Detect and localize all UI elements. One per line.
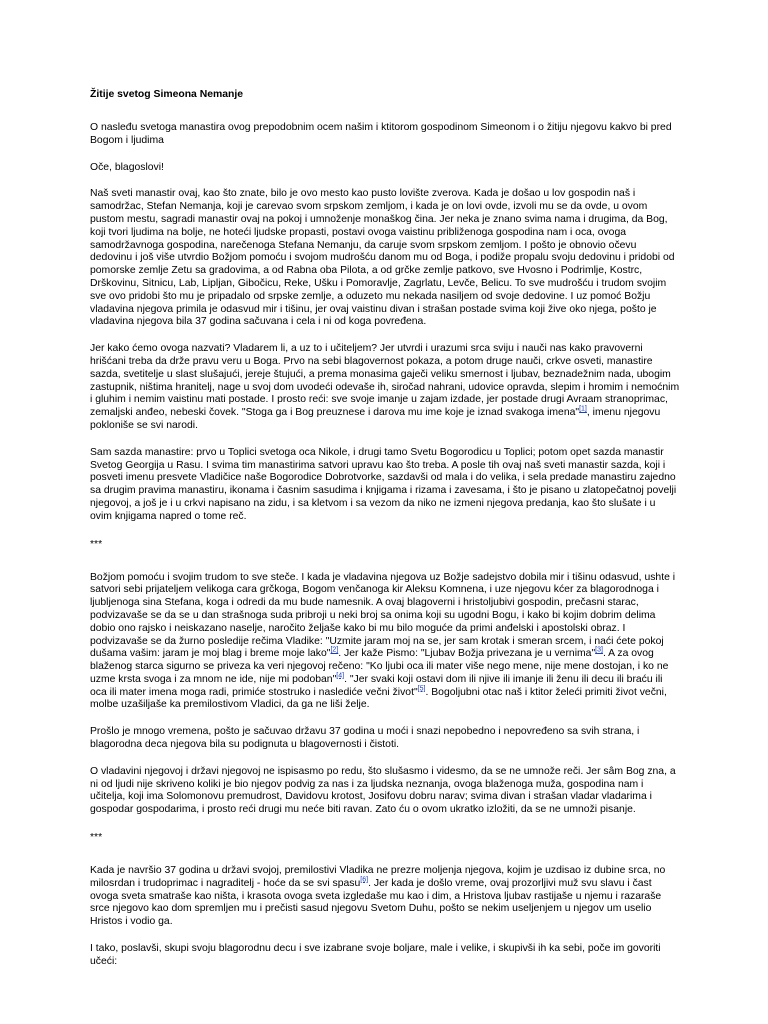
paragraph-text: Kada je navršio 37 godina u državi svojoj, premilostivi Vladika ne prezre moljenja njegova, kojim je uzdisao iz dubine srca, no milosrdan i trudoprimac i nagraditelj - hoće da se svi spasu bbox=[90, 865, 666, 889]
paragraph-37-years bbox=[90, 865, 680, 929]
paragraph-text: . Jer kada je došlo vreme, ovaj prozorljivi muž svu slavu i čast ovoga sveta smatraše kao ništa, i krasota ovoga sveta izgledaše mu kao i dim, a Hristova ljubav rastijaše u njemu i razaraše srce njegovo kao dom spremljen mu i prečisti sasud njegovu Svetom Duhu, pošto se nekim useljenjem u njegov um uselio Hristos i vodio ga. bbox=[90, 877, 662, 928]
paragraph-blessing: Oče, blagoslovi! bbox=[90, 161, 164, 173]
footnote-link-5[interactable]: [5] bbox=[417, 685, 426, 693]
paragraph-text: , imenu njegovu pokloniše se svi narodi. bbox=[90, 407, 661, 431]
paragraph-text: Božjom pomoću i svojim trudom to sve steče. I kada je vladavina njegova uz Božje sadejstvo dobila mir i tišinu odasvud, ushte i satvori sebi prijateljem velikoga cara grčkoga, Bogom venčanoga kir Aleksu Komnena, i uze njegovu kćer za blagorodnoga i ljubljenoga sina Stefana, koga i odredi da mu bude namesnik. A ovaj blagoverni i hristoljubivi gospodin, prečasni starac, podvizavaše se da se u dan strašnoga suda pribroji u neki broj sa onima koji su ugodni Bogu, i kako bi kojim dobrim delima dobio ono rajsko i neiskazano naselje, naročito željaše kako bi mu bilo moguće da primi anđelski i apostolski obraz. I podvizavaše se da žurno posledije rečima Vladike: "Uzmite jaram moj na se, jer sam krotak i smeran srcem, i naći ćete pokoj dušama vašim: jaram je moj blag i breme moje lako" bbox=[90, 571, 676, 660]
footnote-link-4[interactable]: [4] bbox=[336, 672, 345, 680]
paragraph-text: . Jer kaže Pismo: "Ljubav Božja privezana je u vernima" bbox=[338, 648, 596, 660]
footnote-link-1[interactable]: [1] bbox=[579, 405, 587, 413]
paragraph-text: . "Jer svaki koji ostavi dom ili njive ili imanje ili ženu ili decu ili braću ili oca ili mater imena moga radi, primiće stostruko i naslediće večni život" bbox=[90, 673, 663, 698]
document-title: Žitije svetog Simeona Nemanje bbox=[90, 89, 244, 100]
paragraph-reign: O vladavini njegovoj i državi njegovoj ne ispisasmo po redu, što slušasmo i videsmo, da se ne umnože reči. Jer sâm Bog zna, a ni od ljudi nije skriveno koliki je bio njegov podvig za nas i za ljudska neznanja, ovoga blaženoga muža, gospodina nam i učitelja, koji ima Solomonovu premudrost, Davidovu krotost, Josifovu dobru narav; svima divan i strašan vladar vladarima i gospodar gospodarima, i prosto reći drugi mu neće biti ravan. Zato ću o ovom ukratko izložiti, da se ne umnoži pisanje. bbox=[90, 765, 676, 816]
section-separator: *** bbox=[90, 538, 103, 550]
paragraph-monastery-founding: Naš sveti manastir ovaj, kao što znate, bilo je ovo mesto kao pusto lovište zverova. Kada je došao u lov gospodin naš i samodržac, Stefan Nemanja, koji je carevao svom srpskom zemljom, i kada je on lovi ovde, izvoli mu se da ovde, u ovom pustom mestu, sagradi manastir ovaj na pokoj i umnoženje monaškog čina. Jer neka je znano svima nama i drugima, da Bog, koji tvori ljudima na bolje, ne hoteći ljudske propasti, postavi ovoga vaistinu približenoga gospodina nam i oca, ovoga samodržavnoga gospodina, narečenoga Stefana Nemanju, da caruje svom srpskom zemljom. I pošto je obnovio očevu dedovinu i još više utvrdio Božjom pomoću i svojom mudrošću danom mu od Boga, i podiže propalu svoju dedovinu i pridobi od pomorske zemlje Zetu sa gradovima, a od Rabna oba Pilota, a od grčke zemlje patkovo, sve Hvosno i Podrimlje, Kostrc, Drškovinu, Sitnicu, Lab, Lipljan, Gibočicu, Reke, Ušku i Pomoravlje, Zagrlatu, Levče, Belicu. To sve mudrošću i trudom svojim sve ovo pridobi što mu je pripadalo od srpske zemlje, a oduzeto mu nekada nasiljem od svoje dedovine. I uz pomoć Božju vladavina njegova primila je odasvud mir i tišinu, jer ovaj vaistinu divan i strašan postade svima koji žive oko njega, pošto je vladavina njegova bila 37 godina sačuvana i cela i ni od koga povređena. bbox=[90, 188, 675, 328]
section-separator: *** bbox=[90, 832, 103, 844]
paragraph-intro: O nasleđu svetoga manastira ovog prepodobnim ocem našim i ktitorom gospodinom Simeonom i o žitiju njegovu kakvo bi pred Bogom i ljudima bbox=[90, 122, 672, 146]
paragraph-time-passed: Prošlo je mnogo vremena, pošto je sačuvao državu 37 godina u moći i snazi nepobedno i nepovređeno sa svih strana, i blagorodna deca njegova bila su podignuta u blagovernosti i čistoti. bbox=[90, 726, 640, 751]
paragraph-text: . Bogoljubni otac naš i ktitor želeći primiti život večni, molbe uzašiljaše ka premilostivom Vladici, da ga ne liši želje. bbox=[90, 686, 667, 711]
paragraph-gathering: I tako, poslavši, skupi svoju blagorodnu decu i sve izabrane svoje boljare, male i velike, i skupivši ih ka sebi, poče im govoriti učeći: bbox=[90, 943, 661, 967]
footnote-link-3[interactable]: [3] bbox=[595, 646, 603, 654]
paragraph-monasteries: Sam sazda manastire: prvo u Toplici svetoga oca Nikole, i drugi tamo Svetu Bogorodicu u Toplici; potom opet sazda manastir Svetog Georgija u Rasu. I svima tim manastirima satvori upravu kao što treba. A posle tih ovaj naš sveti manastir sazda, koji i posveti imenu presvete Vladičice naše Bogorodice Dobrotvorke, sazdavši od mala i do velika, i sela predade manastiru zajedno sa drugim pravima manastiru, ikonama i časnim sasudima i knjigama i rizama i zavesama, i što je pisano u zlatopečatnoj povelji njegovoj, a još je i u crkvi napisano na zidu, i sa kletvom i sa vezom da niko ne izmeni njegova predanja, kao što slušate i u ovim knjigama napred o tome reč. bbox=[90, 446, 677, 522]
paragraph-text: Jer kako ćemo ovoga nazvati? Vladarem li, a uz to i učiteljem? Jer utvrdi i urazumi srca sviju i nauči nas kako pravoverni hrišćani treba da drže pravu veru u Boga. Prvo na sebi blagovernost pokaza, a potom druge nauči, crkve osveti, manastire sazda, svetitelje u slast slušajući, jereje štujući, a prema monasima gaječi veliku smernost i ljubav, beznadežnim nada, ubogim zastupnik, ništima hranitelj, nage u svoj dom uvodeći odevaše ih, siročad nahrani, udovice opravda, slepim i hromim i nemoćnim i gluhim i nemim vaistinu mati postade. I prosto reći: sve svoje imanje u zajam izdade, jer postade drugi Avraam stranoprimac, zemaljski anđeo, nebeski čovek. "Stoga ga i Bog preuznese i darova mu ime koje je iznad svakoga imena" bbox=[90, 343, 680, 419]
paragraph-ruler-teacher bbox=[90, 343, 680, 433]
paragraph-gods-help bbox=[90, 572, 680, 713]
paragraph-text: . A za ovog blaženog starca sigurno se priveza ka veri njegovoj rečeno: "Ko ljubi oca ili mater više nego mene, nije mene dostojan, i ko ne uzme krsta svoga i za mnom ne ide, nije mi podoban" bbox=[90, 648, 669, 685]
footnote-link-6[interactable]: [6] bbox=[360, 876, 369, 884]
footnote-link-2[interactable]: [2] bbox=[330, 646, 339, 654]
